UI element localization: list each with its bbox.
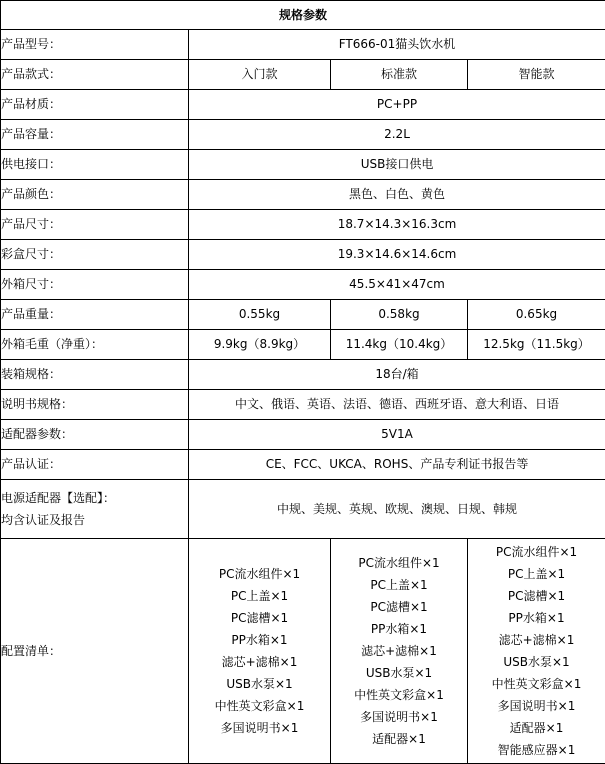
row-material (1, 90, 605, 120)
config-item: PC滤槽×1 (331, 596, 467, 618)
label-size: 产品尺寸： (1, 210, 189, 240)
row-carton-weight (1, 330, 605, 360)
label-color: 产品颜色： (1, 180, 189, 210)
label-packing: 装箱规格： (1, 360, 189, 390)
value-weight-basic: 0.55kg (189, 300, 331, 330)
value-carton-size: 45.5×41×47cm (189, 270, 605, 300)
config-col-basic (189, 539, 331, 764)
label-certification: 产品认证： (1, 450, 189, 480)
value-power: USB接口供电 (189, 150, 605, 180)
label-manual: 说明书规格： (1, 390, 189, 420)
label-adapter-option (1, 480, 189, 539)
config-item: PC流水组件×1 (189, 563, 330, 585)
config-item: 适配器×1 (468, 717, 605, 739)
row-style (1, 60, 605, 90)
config-item: PC上盖×1 (331, 574, 467, 596)
value-certification: CE、FCC、UKCA、ROHS、产品专利证书报告等 (189, 450, 605, 480)
value-color: 黑色、白色、黄色 (189, 180, 605, 210)
value-style-standard: 标准款 (331, 60, 468, 90)
config-item: 多国说明书×1 (468, 695, 605, 717)
label-adapter-option-line1: 电源适配器【选配】： (1, 487, 188, 509)
label-weight: 产品重量： (1, 300, 189, 330)
row-size (1, 210, 605, 240)
label-capacity: 产品容量： (1, 120, 189, 150)
value-carton-weight-smart: 12.5kg（11.5kg） (468, 330, 605, 360)
label-model: 产品型号： (1, 30, 189, 60)
value-adapter-option: 中规、美规、英规、欧规、澳规、日规、韩规 (189, 480, 605, 539)
config-item: 滤芯+滤棉×1 (189, 651, 330, 673)
config-item: PP水箱×1 (331, 618, 467, 640)
label-carton-size: 外箱尺寸： (1, 270, 189, 300)
config-list-basic (189, 563, 330, 739)
config-item: PC上盖×1 (468, 563, 605, 585)
label-adapter-params: 适配器参数： (1, 420, 189, 450)
label-box-size: 彩盒尺寸： (1, 240, 189, 270)
row-capacity (1, 120, 605, 150)
config-item: USB水泵×1 (331, 662, 467, 684)
value-size: 18.7×14.3×16.3cm (189, 210, 605, 240)
config-item: 滤芯+滤棉×1 (468, 629, 605, 651)
config-item: PP水箱×1 (468, 607, 605, 629)
row-power (1, 150, 605, 180)
config-item: 智能感应器×1 (468, 739, 605, 761)
config-item: PP水箱×1 (189, 629, 330, 651)
config-item: USB水泵×1 (468, 651, 605, 673)
label-config: 配置清单： (1, 539, 189, 764)
label-style: 产品款式： (1, 60, 189, 90)
config-item: 中性英文彩盒×1 (189, 695, 330, 717)
label-material: 产品材质： (1, 90, 189, 120)
config-item: PC流水组件×1 (331, 552, 467, 574)
row-manual (1, 390, 605, 420)
row-packing (1, 360, 605, 390)
row-certification (1, 450, 605, 480)
label-power: 供电接口： (1, 150, 189, 180)
row-model (1, 30, 605, 60)
config-item: PC滤槽×1 (468, 585, 605, 607)
config-item: USB水泵×1 (189, 673, 330, 695)
value-box-size: 19.3×14.6×14.6cm (189, 240, 605, 270)
row-box-size (1, 240, 605, 270)
config-item: PC流水组件×1 (468, 541, 605, 563)
value-model: FT666-01猫头饮水机 (189, 30, 605, 60)
value-material: PC+PP (189, 90, 605, 120)
config-col-standard (331, 539, 468, 764)
config-item: PC上盖×1 (189, 585, 330, 607)
value-carton-weight-basic: 9.9kg（8.9kg） (189, 330, 331, 360)
label-carton-weight: 外箱毛重（净重）： (1, 330, 189, 360)
config-item: 中性英文彩盒×1 (468, 673, 605, 695)
label-adapter-option-line2: 均含认证及报告 (1, 509, 188, 531)
config-list-smart (468, 541, 605, 761)
value-adapter-params: 5V1A (189, 420, 605, 450)
value-weight-smart: 0.65kg (468, 300, 605, 330)
config-item: 多国说明书×1 (331, 706, 467, 728)
row-config (1, 539, 605, 764)
value-capacity: 2.2L (189, 120, 605, 150)
row-adapter-params (1, 420, 605, 450)
config-item: 滤芯+滤棉×1 (331, 640, 467, 662)
config-item: 中性英文彩盒×1 (331, 684, 467, 706)
row-adapter-option (1, 480, 605, 539)
value-style-smart: 智能款 (468, 60, 605, 90)
config-item: 多国说明书×1 (189, 717, 330, 739)
value-style-basic: 入门款 (189, 60, 331, 90)
value-packing: 18台/箱 (189, 360, 605, 390)
config-item: PC滤槽×1 (189, 607, 330, 629)
table-title: 规格参数 (1, 1, 605, 30)
row-carton-size (1, 270, 605, 300)
config-item: 适配器×1 (331, 728, 467, 750)
row-color (1, 180, 605, 210)
value-carton-weight-standard: 11.4kg（10.4kg） (331, 330, 468, 360)
value-weight-standard: 0.58kg (331, 300, 468, 330)
config-col-smart (468, 539, 605, 764)
value-manual: 中文、俄语、英语、法语、德语、西班牙语、意大利语、日语 (189, 390, 605, 420)
row-weight (1, 300, 605, 330)
config-list-standard (331, 552, 467, 750)
